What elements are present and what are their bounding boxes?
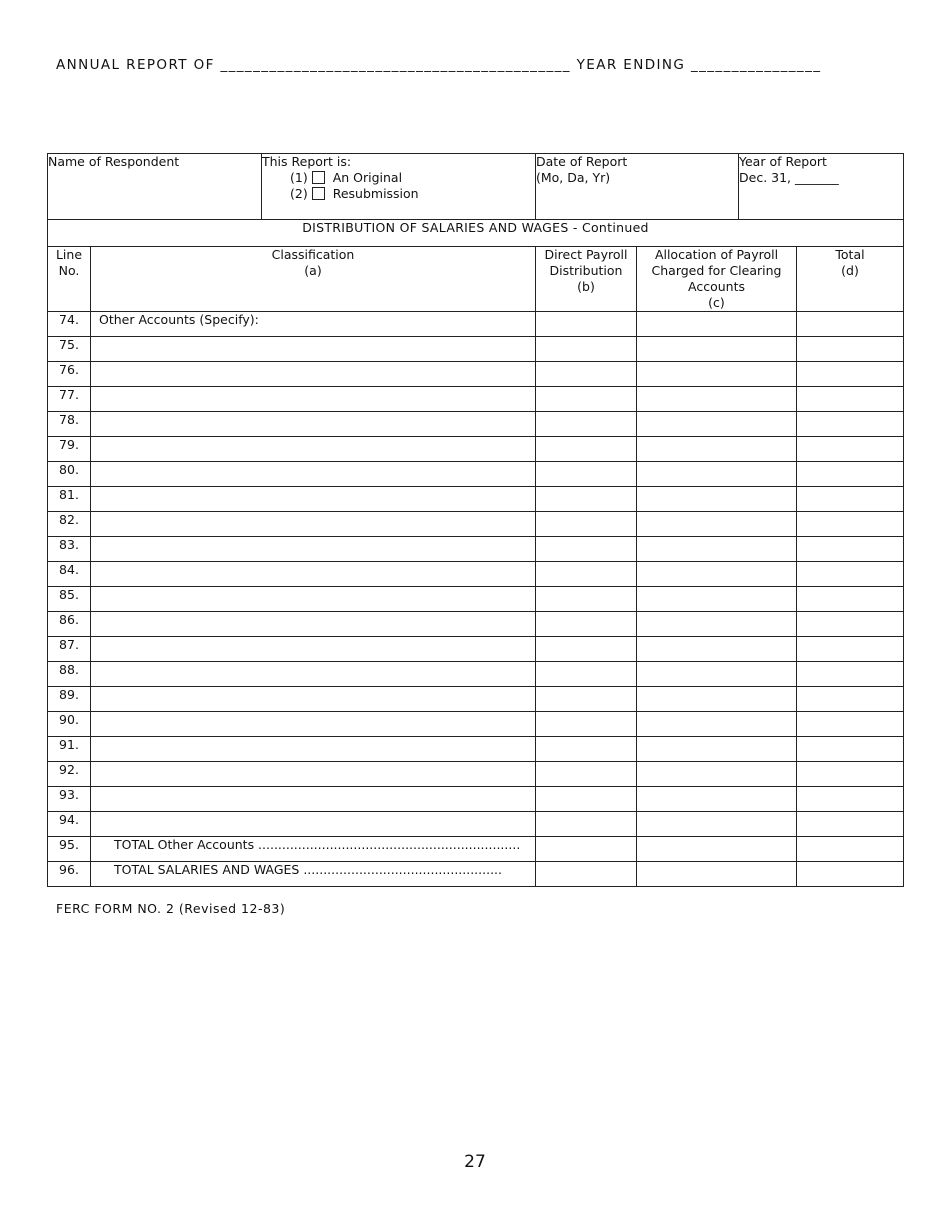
classification-cell[interactable] — [91, 787, 536, 812]
table-row — [48, 587, 904, 612]
total-cell[interactable] — [797, 412, 904, 437]
classification-cell[interactable] — [91, 737, 536, 762]
option-original: (1) An Original — [290, 170, 403, 185]
total-cell[interactable] — [797, 587, 904, 612]
allocation-cell[interactable] — [637, 712, 797, 737]
allocation-cell[interactable] — [637, 487, 797, 512]
allocation-cell[interactable] — [637, 737, 797, 762]
total-label: TOTAL SALARIES AND WAGES .................................................. — [91, 862, 536, 887]
direct-payroll-cell[interactable] — [536, 337, 637, 362]
direct-payroll-cell[interactable] — [536, 387, 637, 412]
year-of-report-label: Year of Report — [739, 154, 827, 169]
allocation-cell[interactable] — [637, 612, 797, 637]
report-type-cell — [262, 154, 536, 220]
year-of-report-value: Dec. 31, _______ — [739, 170, 839, 185]
total-label: TOTAL Other Accounts .................................................................. — [91, 837, 536, 862]
classification-cell[interactable] — [91, 687, 536, 712]
allocation-cell[interactable] — [637, 637, 797, 662]
allocation-cell[interactable] — [637, 562, 797, 587]
line-number: 96. — [48, 862, 91, 887]
year-of-report-cell[interactable] — [739, 154, 904, 220]
classification-cell[interactable] — [91, 462, 536, 487]
date-format-label: (Mo, Da, Yr) — [536, 170, 611, 185]
table-row — [48, 487, 904, 512]
original-label: An Original — [332, 170, 403, 185]
total-cell[interactable] — [797, 662, 904, 687]
total-cell[interactable] — [797, 312, 904, 337]
direct-payroll-cell[interactable] — [536, 862, 637, 887]
line-number: 84. — [48, 562, 91, 587]
allocation-cell[interactable] — [637, 387, 797, 412]
table-row — [48, 637, 904, 662]
total-cell[interactable] — [797, 787, 904, 812]
resubmission-label: Resubmission — [332, 186, 419, 201]
line-number: 94. — [48, 812, 91, 837]
allocation-cell[interactable] — [637, 837, 797, 862]
direct-payroll-cell[interactable] — [536, 412, 637, 437]
line-number: 87. — [48, 637, 91, 662]
allocation-cell[interactable] — [637, 512, 797, 537]
allocation-cell[interactable] — [637, 337, 797, 362]
direct-payroll-cell[interactable] — [536, 637, 637, 662]
direct-payroll-cell[interactable] — [536, 462, 637, 487]
direct-payroll-cell[interactable] — [536, 537, 637, 562]
total-cell[interactable] — [797, 562, 904, 587]
table-row — [48, 712, 904, 737]
direct-payroll-cell[interactable] — [536, 687, 637, 712]
direct-payroll-cell[interactable] — [536, 662, 637, 687]
direct-payroll-cell[interactable] — [536, 562, 637, 587]
total-cell[interactable] — [797, 812, 904, 837]
classification-cell[interactable] — [91, 412, 536, 437]
direct-payroll-cell[interactable] — [536, 587, 637, 612]
allocation-cell[interactable] — [637, 462, 797, 487]
classification-cell[interactable] — [91, 337, 536, 362]
allocation-cell[interactable] — [637, 762, 797, 787]
option-resubmission: (2) Resubmission — [290, 186, 419, 201]
salaries-wages-table — [47, 153, 904, 887]
classification-cell[interactable] — [91, 387, 536, 412]
table-row — [48, 612, 904, 637]
line-number: 74. — [48, 312, 91, 337]
line-number: 85. — [48, 587, 91, 612]
table-row — [48, 362, 904, 387]
line-number: 82. — [48, 512, 91, 537]
table-row — [48, 687, 904, 712]
classification-cell[interactable] — [91, 637, 536, 662]
total-cell[interactable] — [797, 537, 904, 562]
table-row — [48, 512, 904, 537]
col-header-direct-payroll: Direct Payroll Distribution (b) — [536, 247, 637, 312]
table-row — [48, 812, 904, 837]
report-header — [56, 57, 821, 73]
allocation-cell[interactable] — [637, 362, 797, 387]
allocation-cell[interactable] — [637, 687, 797, 712]
table-row — [48, 787, 904, 812]
col-header-allocation: Allocation of Payroll Charged for Clearing Accounts (c) — [637, 247, 797, 312]
line-number: 86. — [48, 612, 91, 637]
total-cell[interactable] — [797, 737, 904, 762]
total-row — [48, 862, 904, 887]
direct-payroll-cell[interactable] — [536, 787, 637, 812]
direct-payroll-cell[interactable] — [536, 762, 637, 787]
total-cell[interactable] — [797, 437, 904, 462]
form-footer: FERC FORM NO. 2 (Revised 12-83) — [56, 901, 286, 916]
classification-cell[interactable] — [91, 437, 536, 462]
date-of-report-cell[interactable] — [536, 154, 739, 220]
total-cell[interactable] — [797, 387, 904, 412]
page-number: 27 — [464, 1152, 486, 1172]
allocation-cell[interactable] — [637, 412, 797, 437]
line-number: 83. — [48, 537, 91, 562]
classification-cell[interactable] — [91, 612, 536, 637]
table-row — [48, 537, 904, 562]
line-number: 91. — [48, 737, 91, 762]
annual-report-label: ANNUAL REPORT OF — [56, 57, 215, 73]
direct-payroll-cell[interactable] — [536, 812, 637, 837]
table-row — [48, 387, 904, 412]
original-checkbox[interactable] — [312, 171, 325, 184]
total-cell[interactable] — [797, 462, 904, 487]
direct-payroll-cell[interactable] — [536, 837, 637, 862]
classification-cell[interactable] — [91, 587, 536, 612]
column-header-row — [48, 247, 904, 312]
line-number: 93. — [48, 787, 91, 812]
direct-payroll-cell[interactable] — [536, 612, 637, 637]
table-row — [48, 662, 904, 687]
direct-payroll-cell[interactable] — [536, 312, 637, 337]
line-number: 81. — [48, 487, 91, 512]
classification-cell[interactable] — [91, 362, 536, 387]
classification-cell[interactable] — [91, 662, 536, 687]
line-number: 88. — [48, 662, 91, 687]
allocation-cell[interactable] — [637, 437, 797, 462]
classification-cell[interactable] — [91, 537, 536, 562]
total-cell[interactable] — [797, 362, 904, 387]
total-cell[interactable] — [797, 637, 904, 662]
allocation-cell[interactable] — [637, 587, 797, 612]
table-row — [48, 437, 904, 462]
total-cell[interactable] — [797, 712, 904, 737]
allocation-cell[interactable] — [637, 862, 797, 887]
direct-payroll-cell[interactable] — [536, 487, 637, 512]
direct-payroll-cell[interactable] — [536, 512, 637, 537]
line-number: 80. — [48, 462, 91, 487]
year-ending-label: YEAR ENDING — [576, 57, 686, 73]
total-cell[interactable] — [797, 762, 904, 787]
line-number: 78. — [48, 412, 91, 437]
respondent-name-cell[interactable] — [48, 154, 262, 220]
total-cell[interactable] — [797, 837, 904, 862]
total-cell[interactable] — [797, 612, 904, 637]
allocation-cell[interactable] — [637, 662, 797, 687]
total-cell[interactable] — [797, 862, 904, 887]
table-row — [48, 312, 904, 337]
classification-cell[interactable] — [91, 812, 536, 837]
line-number: 79. — [48, 437, 91, 462]
total-cell[interactable] — [797, 687, 904, 712]
line-number: 90. — [48, 712, 91, 737]
line-number: 76. — [48, 362, 91, 387]
table-row — [48, 737, 904, 762]
classification-cell[interactable] — [91, 562, 536, 587]
total-row — [48, 837, 904, 862]
table-row — [48, 412, 904, 437]
line-number: 77. — [48, 387, 91, 412]
total-cell[interactable] — [797, 337, 904, 362]
line-number: 89. — [48, 687, 91, 712]
allocation-cell[interactable] — [637, 537, 797, 562]
total-cell[interactable] — [797, 512, 904, 537]
allocation-cell[interactable] — [637, 787, 797, 812]
table-row — [48, 337, 904, 362]
annual-report-blank[interactable]: ___________________________________________ — [220, 57, 571, 73]
col-header-line: Line No. — [48, 247, 91, 312]
table-row — [48, 762, 904, 787]
year-ending-blank[interactable]: ________________ — [690, 57, 822, 73]
respondent-name-label: Name of Respondent — [48, 154, 180, 169]
classification-cell[interactable] — [91, 762, 536, 787]
resubmission-checkbox[interactable] — [312, 187, 325, 200]
report-is-label: This Report is: — [262, 154, 352, 169]
direct-payroll-cell[interactable] — [536, 712, 637, 737]
date-of-report-label: Date of Report — [536, 154, 628, 169]
allocation-cell[interactable] — [637, 312, 797, 337]
table-row — [48, 462, 904, 487]
direct-payroll-cell[interactable] — [536, 737, 637, 762]
classification-cell[interactable] — [91, 487, 536, 512]
classification-cell[interactable] — [91, 712, 536, 737]
line-number: 95. — [48, 837, 91, 862]
section-title: DISTRIBUTION OF SALARIES AND WAGES - Continued — [48, 220, 904, 247]
table-row — [48, 562, 904, 587]
col-header-total: Total (d) — [797, 247, 904, 312]
col-header-classification: Classification (a) — [91, 247, 536, 312]
total-cell[interactable] — [797, 487, 904, 512]
classification-cell[interactable]: Other Accounts (Specify): — [91, 312, 536, 337]
direct-payroll-cell[interactable] — [536, 362, 637, 387]
allocation-cell[interactable] — [637, 812, 797, 837]
classification-cell[interactable] — [91, 512, 536, 537]
line-number: 75. — [48, 337, 91, 362]
direct-payroll-cell[interactable] — [536, 437, 637, 462]
line-number: 92. — [48, 762, 91, 787]
